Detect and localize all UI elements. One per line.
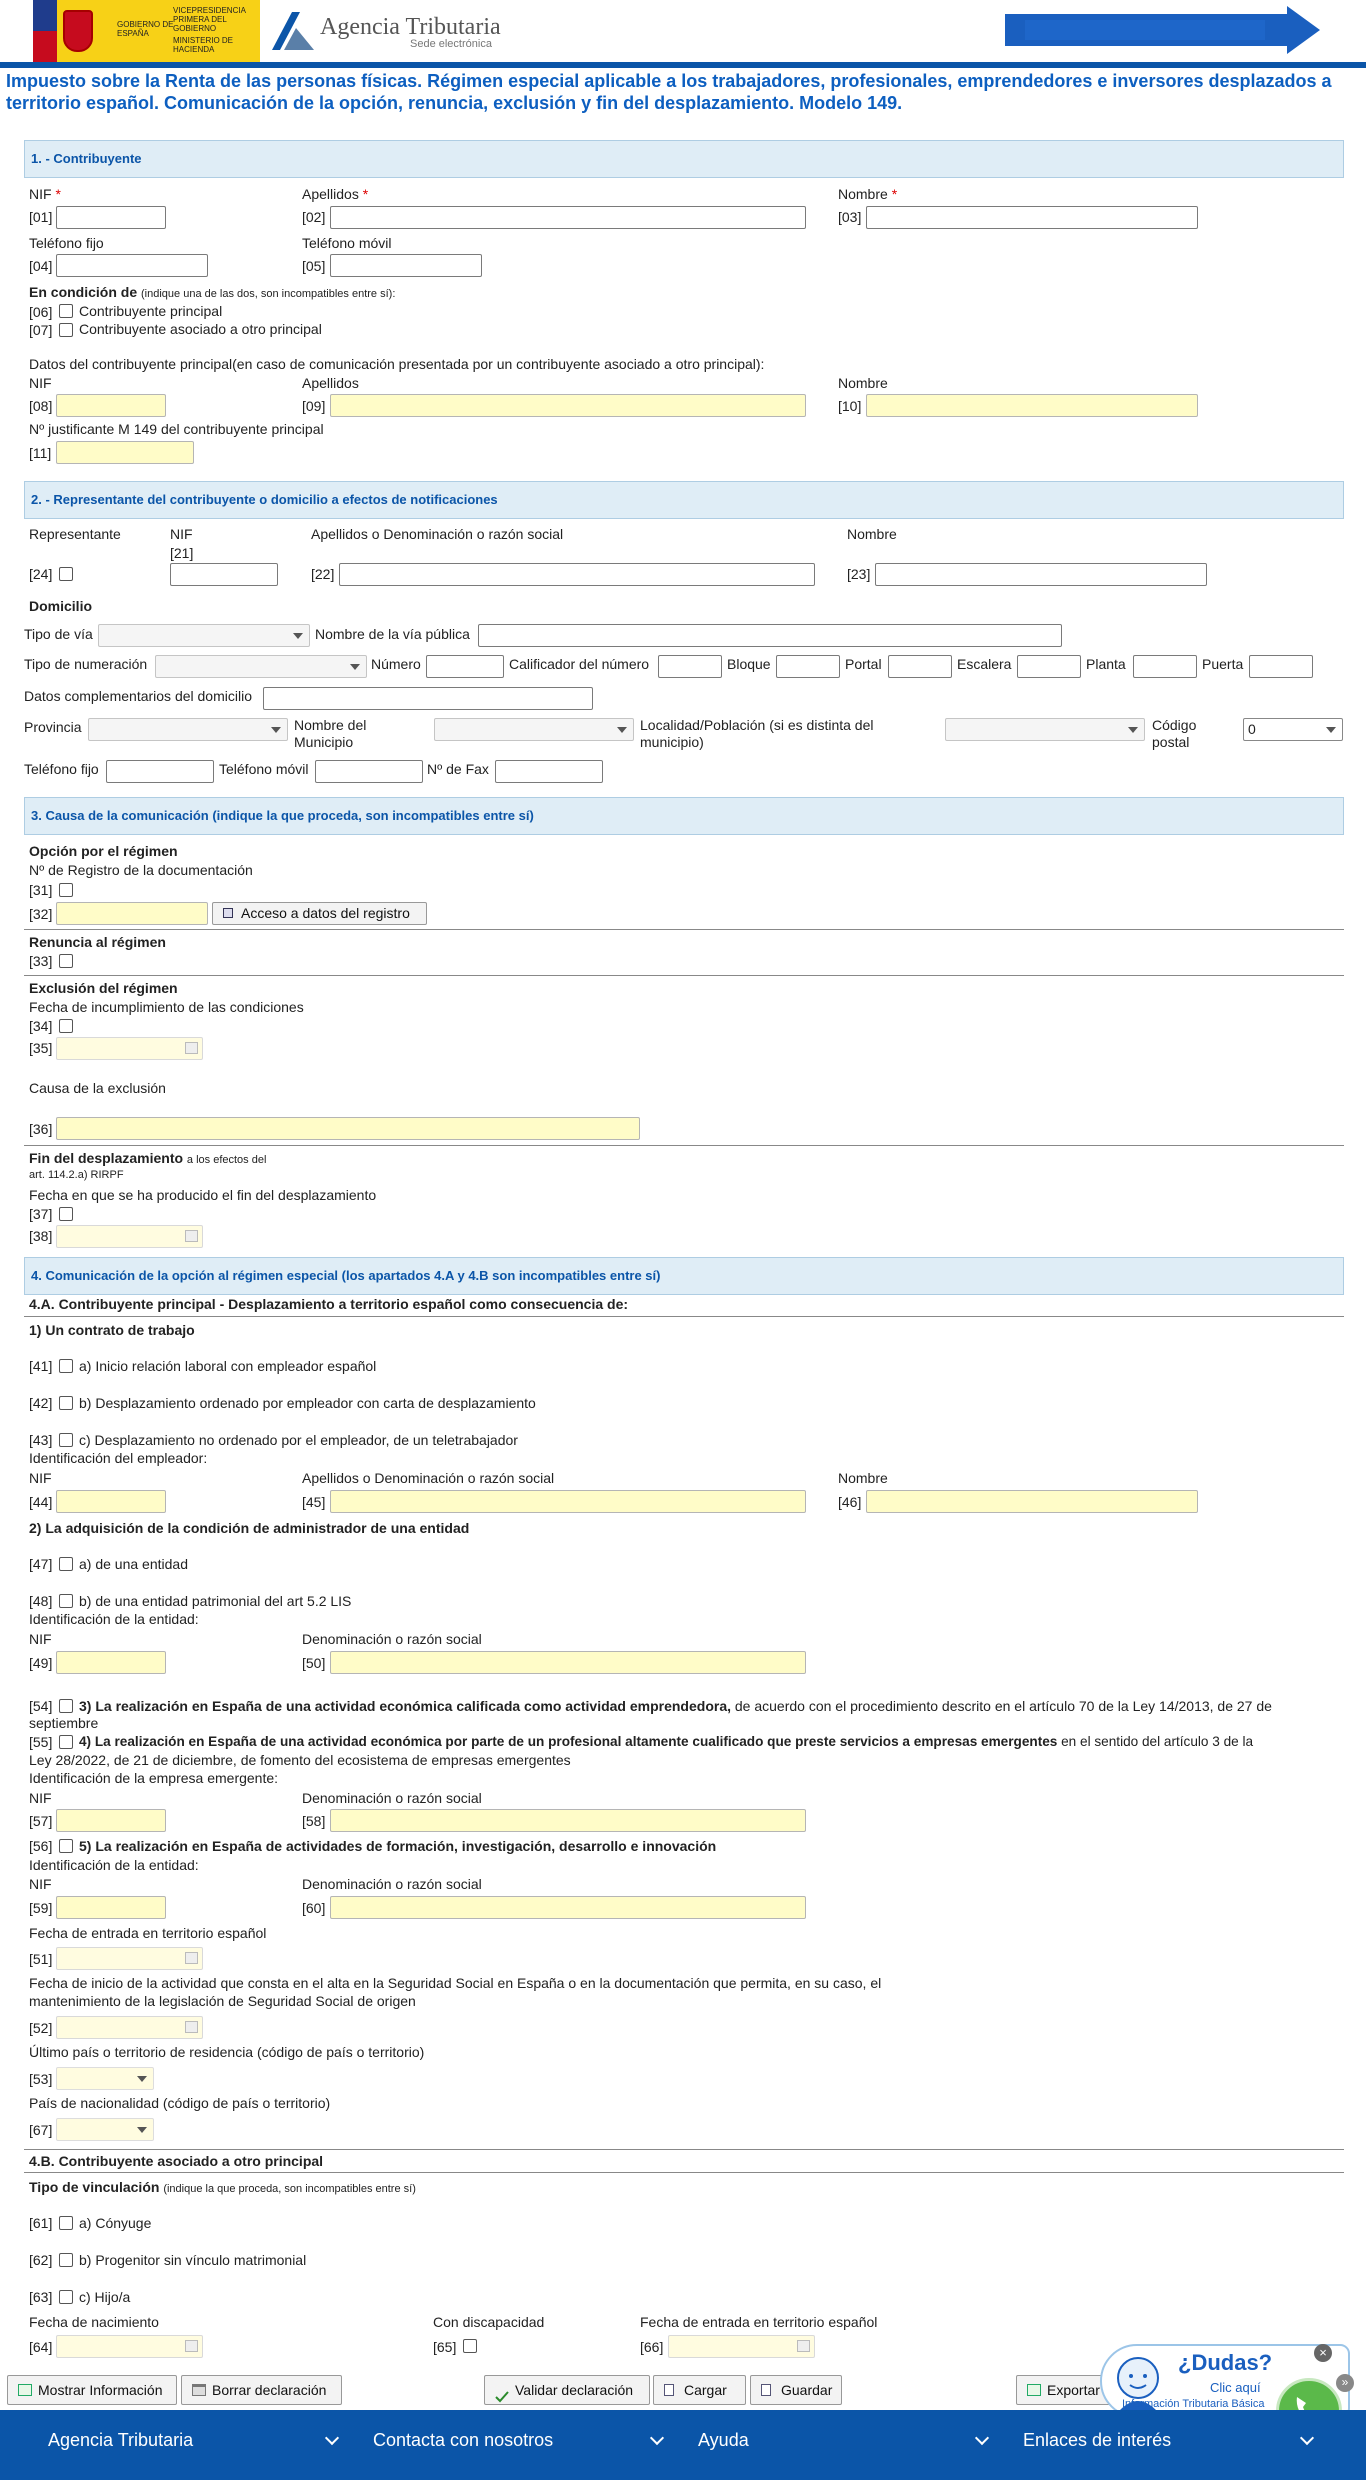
exportar-button[interactable]: Exportar [1016, 2375, 1136, 2405]
emprendedora-checkbox[interactable] [59, 1699, 73, 1713]
divider [24, 1145, 1344, 1146]
calendar-icon[interactable] [185, 1042, 198, 1054]
code-51: [51] [29, 1951, 53, 1967]
code-03: [03] [838, 209, 862, 225]
code-53: [53] [29, 2071, 53, 2087]
code-37: [37] [29, 1206, 53, 1222]
code-48: [48] [29, 1593, 53, 1609]
code-09: [09] [302, 398, 326, 414]
causa-field[interactable] [56, 1117, 640, 1140]
conyuge-checkbox[interactable] [59, 2216, 73, 2230]
calificador-label: Calificador del número [509, 656, 650, 672]
nombre-via-field[interactable] [478, 624, 1062, 647]
principal-data-label: Datos del contribuyente principal(en caso de comunicación presentada por un contribuyente asociado a otro principal): [29, 356, 765, 372]
tipo-numeracion-select[interactable] [155, 655, 367, 678]
nif-entidad-label: NIF [29, 1631, 52, 1647]
code-65: [65] [433, 2339, 457, 2355]
nombre-rep-label: Nombre [847, 526, 897, 542]
code-46: [46] [838, 1494, 862, 1510]
emprendedora-label: 3) La realización en España de una actividad económica calificada como actividad emprendedora, de acuerdo con el procedimiento descrito en el artículo 70 de la Ley 14/2013, de 27 de [79, 1698, 1272, 1714]
nif-idi-label: NIF [29, 1876, 52, 1892]
info-window-icon [18, 2384, 32, 2396]
aeat-logo-icon[interactable] [270, 8, 316, 52]
section-2-header: 2. - Representante del contribuyente o domicilio a efectos de notificaciones [24, 481, 1344, 519]
apellidos-field[interactable] [330, 206, 806, 229]
fin-note-label: art. 114.2.a) RIRPF [29, 1169, 124, 1181]
apellidos-principal-label: Apellidos [302, 375, 359, 391]
code-08: [08] [29, 398, 53, 414]
code-54: [54] [29, 1698, 53, 1714]
desplazamiento-ordenado-checkbox[interactable] [59, 1396, 73, 1410]
chevron-down-icon[interactable] [975, 2431, 989, 2445]
nif-principal-field[interactable] [56, 394, 166, 417]
numero-label: Número [371, 656, 421, 672]
nif-rep-label: NIF [170, 526, 193, 542]
nombre-empleador-field[interactable] [866, 1490, 1198, 1513]
fax-label: Nº de Fax [427, 761, 489, 777]
representante-label: Representante [29, 526, 121, 542]
tipo-numeracion-label: Tipo de numeración [24, 656, 148, 672]
opcion-checkbox[interactable] [59, 883, 73, 897]
calificador-field[interactable] [658, 655, 722, 678]
nif-emergente-label: NIF [29, 1790, 52, 1806]
check-icon [495, 2384, 509, 2396]
provincia-label: Provincia [24, 719, 82, 735]
calendar-icon[interactable] [185, 1952, 198, 1964]
progenitor-checkbox[interactable] [59, 2253, 73, 2267]
discapacidad-label: Con discapacidad [433, 2314, 545, 2330]
header-divider [0, 62, 1366, 68]
contribuyente-principal-label: Contribuyente principal [79, 303, 223, 319]
divider [24, 1316, 1344, 1317]
tel-fijo-dom-label: Teléfono fijo [24, 761, 99, 777]
mostrar-informacion-button[interactable]: Mostrar Información [7, 2375, 177, 2405]
code-07: [07] [29, 322, 53, 338]
codigo-postal-select[interactable]: 0 [1243, 718, 1343, 741]
tipo-via-select[interactable] [98, 624, 310, 647]
footer-agencia[interactable]: Agencia Tributaria [48, 2430, 194, 2450]
borrar-declaracion-button[interactable]: Borrar declaración [181, 2375, 342, 2405]
code-32: [32] [29, 906, 53, 922]
divider [24, 2172, 1344, 2173]
code-11: [11] [29, 445, 52, 461]
code-31: [31] [29, 882, 53, 898]
eu-flag-icon [33, 0, 57, 62]
code-64: [64] [29, 2339, 53, 2355]
agency-subtitle: Sede electrónica [410, 38, 492, 50]
denominacion-entidad-label: Denominación o razón social [302, 1631, 482, 1647]
code-35: [35] [29, 1040, 53, 1056]
code-47: [47] [29, 1556, 53, 1572]
code-45: [45] [302, 1494, 326, 1510]
denominacion-emergente-field[interactable] [330, 1809, 806, 1832]
hijo-checkbox[interactable] [59, 2290, 73, 2304]
code-67: [67] [29, 2122, 53, 2138]
code-59: [59] [29, 1900, 53, 1916]
nombre-label: Nombre * [838, 186, 898, 202]
hijo-label: c) Hijo/a [79, 2289, 131, 2305]
cualificado-checkbox[interactable] [59, 1735, 73, 1749]
nacionalidad-select[interactable] [56, 2118, 154, 2141]
section-1-header: 1. - Contribuyente [24, 140, 1344, 178]
code-06: [06] [29, 304, 53, 320]
vinculacion-label: Tipo de vinculación (indique la que proceda, son incompatibles entre sí) [29, 2179, 416, 2195]
nif-entidad-field[interactable] [56, 1651, 166, 1674]
vicepresidencia-label: VICEPRESIDENCIA PRIMERA DEL GOBIERNO [173, 6, 246, 33]
justificante-label: Nº justificante M 149 del contribuyente principal [29, 421, 324, 437]
conyuge-label: a) Cónyuge [79, 2215, 152, 2231]
nombre-principal-field[interactable] [866, 394, 1198, 417]
code-52: [52] [29, 2020, 53, 2036]
divider [24, 2149, 1344, 2150]
puerta-field[interactable] [1249, 655, 1313, 678]
code-23: [23] [847, 566, 871, 582]
code-02: [02] [302, 209, 326, 225]
calendar-icon[interactable] [185, 1230, 198, 1242]
localidad-label: Localidad/Población (si es distinta del municipio) [640, 717, 874, 750]
external-link-icon [223, 908, 233, 918]
code-63: [63] [29, 2289, 53, 2305]
code-44: [44] [29, 1494, 53, 1510]
cualificado-label: 4) La realización en España de una actividad económica por parte de un profesional altamente cualificado que preste servicios a empresas emergentes en el sentido del artículo 3 de la [79, 1734, 1254, 1749]
chevron-down-icon[interactable] [650, 2431, 664, 2445]
desplazamiento-ordenado-label: b) Desplazamiento ordenado por empleador con carta de desplazamiento [79, 1395, 536, 1411]
section-3-header: 3. Causa de la comunicación (indique la que proceda, son incompatibles entre sí) [24, 797, 1344, 835]
portal-label: Portal [845, 656, 882, 672]
footer-enlaces[interactable]: Enlaces de interés [1023, 2430, 1172, 2450]
nif-empleador-field[interactable] [56, 1490, 166, 1513]
code-10: [10] [838, 398, 862, 414]
code-62: [62] [29, 2252, 53, 2268]
cualificado-label-cont: Ley 28/2022, de 21 de diciembre, de fomento del ecosistema de empresas emergentes [29, 1752, 571, 1768]
gov-label: GOBIERNO DE ESPAÑA [117, 20, 174, 38]
codigo-postal-label: Código postal [1152, 717, 1197, 750]
fecha-incumplimiento-field[interactable] [56, 1037, 203, 1060]
ministerio-label: MINISTERIO DE HACIENDA [173, 36, 234, 54]
ultimo-pais-select[interactable] [56, 2067, 154, 2090]
file-save-icon [761, 2384, 771, 2396]
nombre-via-label: Nombre de la vía pública [315, 626, 470, 642]
fecha-inicio-label-cont: mantenimiento de la legislación de Seguridad Social de origen [29, 1993, 416, 2009]
domicilio-label: Domicilio [29, 598, 93, 614]
site-header [0, 0, 1366, 62]
tipo-via-label: Tipo de vía [24, 626, 93, 642]
fecha-entrada-field[interactable] [56, 1947, 203, 1970]
code-55: [55] [29, 1734, 53, 1750]
denominacion-idi-label: Denominación o razón social [302, 1876, 482, 1892]
id-entidad-label: Identificación de la entidad: [29, 1611, 199, 1627]
nif-empleador-label: NIF [29, 1470, 52, 1486]
justificante-field[interactable] [56, 441, 194, 464]
contrato-label: 1) Un contrato de trabajo [29, 1322, 195, 1338]
contribuyente-asociado-label: Contribuyente asociado a otro principal [79, 321, 322, 337]
code-61: [61] [29, 2215, 53, 2231]
dudas-title: ¿Dudas? [1178, 2350, 1273, 2375]
escalera-label: Escalera [957, 656, 1012, 672]
numero-field[interactable] [426, 655, 504, 678]
denominacion-emergente-label: Denominación o razón social [302, 1790, 482, 1806]
fecha-entrada-asociado-label: Fecha de entrada en territorio español [640, 2314, 878, 2330]
fecha-fin-field[interactable] [56, 1225, 203, 1248]
teletrabajador-label: c) Desplazamiento no ordenado por el empleador, de un teletrabajador [79, 1432, 518, 1448]
bloque-field[interactable] [776, 655, 840, 678]
nif-field[interactable] [56, 206, 166, 229]
code-66: [66] [640, 2339, 664, 2355]
fecha-inicio-label: Fecha de inicio de la actividad que consta en el alta en la Seguridad Social en España o en la documentación que permita, en su caso, el [29, 1975, 882, 1991]
info-tributaria-label: Información Tributaria Básica [1122, 2398, 1265, 2410]
tel-fijo-label: Teléfono fijo [29, 235, 104, 251]
footer-contacta[interactable]: Contacta con nosotros [373, 2430, 554, 2450]
municipio-select[interactable] [434, 718, 634, 741]
planta-label: Planta [1086, 656, 1126, 672]
tel-movil-label: Teléfono móvil [302, 235, 392, 251]
adquisicion-label: 2) La adquisición de la condición de administrador de una entidad [29, 1520, 470, 1536]
clic-aqui-link[interactable]: Clic aquí [1210, 2380, 1261, 2395]
calendar-icon[interactable] [797, 2340, 810, 2352]
code-36: [36] [29, 1121, 53, 1137]
fecha-incumplimiento-label: Fecha de incumplimiento de las condiciones [29, 999, 304, 1015]
fecha-inicio-field[interactable] [56, 2016, 203, 2039]
puerta-label: Puerta [1202, 656, 1244, 672]
fecha-nacimiento-label: Fecha de nacimiento [29, 2314, 159, 2330]
tel-fijo-dom-field[interactable] [106, 760, 214, 783]
file-load-icon [664, 2384, 674, 2396]
section-4b-title: 4.B. Contribuyente asociado a otro principal [29, 2153, 324, 2169]
code-24: [24] [29, 566, 53, 582]
exclusion-checkbox[interactable] [59, 1019, 73, 1033]
code-04: [04] [29, 258, 53, 274]
code-57: [57] [29, 1813, 53, 1829]
denominacion-idi-field[interactable] [330, 1896, 806, 1919]
entidad-checkbox[interactable] [59, 1557, 73, 1571]
tel-fijo-field[interactable] [56, 254, 208, 277]
header-arrow-banner [1005, 6, 1320, 54]
contribuyente-principal-checkbox[interactable] [59, 304, 73, 318]
code-56: [56] [29, 1838, 53, 1854]
code-22: [22] [311, 566, 335, 582]
code-50: [50] [302, 1655, 326, 1671]
code-43: [43] [29, 1432, 53, 1448]
idi-checkbox[interactable] [59, 1839, 73, 1853]
fecha-entrada-label: Fecha de entrada en territorio español [29, 1925, 267, 1941]
trash-icon [192, 2384, 206, 2396]
provincia-select[interactable] [88, 718, 288, 741]
municipio-label: Nombre del Municipio [294, 717, 367, 750]
code-60: [60] [302, 1900, 326, 1916]
divider [24, 975, 1344, 976]
id-empleador-label: Identificación del empleador: [29, 1450, 208, 1466]
code-33: [33] [29, 953, 53, 969]
nombre-field[interactable] [866, 206, 1198, 229]
id-emergente-label: Identificación de la empresa emergente: [29, 1770, 279, 1786]
bloque-label: Bloque [727, 656, 771, 672]
fin-label: Fin del desplazamiento a los efectos del [29, 1150, 267, 1166]
progenitor-label: b) Progenitor sin vínculo matrimonial [79, 2252, 307, 2268]
cargar-button[interactable]: Cargar [653, 2375, 746, 2405]
nif-label: NIF * [29, 186, 61, 202]
ultimo-pais-label: Último país o territorio de residencia (código de país o territorio) [29, 2044, 425, 2060]
calendar-icon[interactable] [185, 2340, 198, 2352]
apellidos-empleador-label: Apellidos o Denominación o razón social [302, 1470, 555, 1486]
apellidos-empleador-field[interactable] [330, 1490, 806, 1513]
nif-rep-field[interactable] [170, 563, 278, 586]
fecha-nacimiento-field[interactable] [56, 2335, 203, 2358]
complementarios-field[interactable] [263, 687, 593, 710]
fecha-entrada-asociado-field[interactable] [668, 2335, 815, 2358]
chevron-down-icon[interactable] [1300, 2431, 1314, 2445]
inicio-relacion-checkbox[interactable] [59, 1359, 73, 1373]
site-footer [0, 2410, 1366, 2480]
renuncia-label: Renuncia al régimen [29, 934, 166, 950]
representante-checkbox[interactable] [59, 567, 73, 581]
apellidos-principal-field[interactable] [330, 394, 806, 417]
expand-icon[interactable]: » [1336, 2374, 1354, 2392]
registro-field[interactable] [56, 902, 208, 925]
emprendedora-label-cont: septiembre [29, 1715, 99, 1731]
code-49: [49] [29, 1655, 53, 1671]
agency-name[interactable]: Agencia Tributaria [320, 14, 501, 40]
id-entidad-idi-label: Identificación de la entidad: [29, 1857, 199, 1873]
chevron-down-icon[interactable] [325, 2431, 339, 2445]
nombre-rep-field[interactable] [875, 563, 1207, 586]
tel-movil-dom-label: Teléfono móvil [219, 761, 309, 777]
code-38: [38] [29, 1228, 53, 1244]
tel-movil-dom-field[interactable] [315, 760, 423, 783]
code-42: [42] [29, 1395, 53, 1411]
code-05: [05] [302, 258, 326, 274]
entidad-patrimonial-label: b) de una entidad patrimonial del art 5.2 LIS [79, 1593, 352, 1609]
registro-label: Nº de Registro de la documentación [29, 862, 253, 878]
footer-ayuda[interactable]: Ayuda [698, 2430, 749, 2450]
discapacidad-checkbox[interactable] [463, 2339, 477, 2353]
code-21: [21] [170, 545, 194, 561]
apellidos-label: Apellidos * [302, 186, 369, 202]
calendar-icon[interactable] [185, 2021, 198, 2033]
escalera-field[interactable] [1017, 655, 1081, 678]
planta-field[interactable] [1133, 655, 1197, 678]
nif-emergente-field[interactable] [56, 1809, 166, 1832]
code-58: [58] [302, 1813, 326, 1829]
section-4-header: 4. Comunicación de la opción al régimen especial (los apartados 4.A y 4.B son incompatibles entre sí) [24, 1257, 1344, 1295]
exclusion-label: Exclusión del régimen [29, 980, 178, 996]
opcion-label: Opción por el régimen [29, 843, 178, 859]
portal-field[interactable] [888, 655, 952, 678]
code-01: [01] [29, 209, 53, 225]
fecha-fin-label: Fecha en que se ha producido el fin del desplazamiento [29, 1187, 377, 1203]
entidad-patrimonial-checkbox[interactable] [59, 1594, 73, 1608]
denominacion-entidad-field[interactable] [330, 1651, 806, 1674]
acceso-registro-button[interactable]: Acceso a datos del registro [212, 902, 427, 925]
page-title: Impuesto sobre la Renta de las personas físicas. Régimen especial aplicable a los trabajadores, profesionales, emprendedores e inversores desplazados a territorio español. Comunicación de la opción, renuncia, exclusión y fin del desplazamiento. Modelo 149. [6, 71, 1332, 113]
close-icon[interactable]: × [1314, 2344, 1332, 2362]
nombre-empleador-label: Nombre [838, 1470, 888, 1486]
nif-idi-field[interactable] [56, 1896, 166, 1919]
divider [24, 929, 1344, 930]
fin-checkbox[interactable] [59, 1207, 73, 1221]
contribuyente-asociado-checkbox[interactable] [59, 323, 73, 337]
validar-declaracion-button[interactable]: Validar declaración [484, 2375, 650, 2405]
fax-field[interactable] [495, 760, 603, 783]
nif-principal-label: NIF [29, 375, 52, 391]
teletrabajador-checkbox[interactable] [59, 1433, 73, 1447]
apellidos-rep-field[interactable] [339, 563, 815, 586]
code-34: [34] [29, 1018, 53, 1034]
export-icon [1027, 2384, 1041, 2396]
nombre-principal-label: Nombre [838, 375, 888, 391]
gobierno-logo[interactable] [33, 0, 260, 62]
condicion-label: En condición de (indique una de las dos, son incompatibles entre sí): [29, 284, 396, 300]
renuncia-checkbox[interactable] [59, 954, 73, 968]
guardar-button[interactable]: Guardar [750, 2375, 842, 2405]
section-4a-title: 4.A. Contribuyente principal - Desplazamiento a territorio español como consecuencia de: [29, 1296, 629, 1312]
inicio-relacion-label: a) Inicio relación laboral con empleador español [79, 1358, 377, 1374]
tel-movil-field[interactable] [330, 254, 482, 277]
idi-label: 5) La realización en España de actividades de formación, investigación, desarrollo e innovación [79, 1838, 717, 1854]
complementarios-label: Datos complementarios del domicilio [24, 688, 252, 704]
coat-of-arms-icon [63, 10, 93, 52]
code-41: [41] [29, 1358, 53, 1374]
causa-label: Causa de la exclusión [29, 1080, 166, 1096]
entidad-label: a) de una entidad [79, 1556, 188, 1572]
localidad-select[interactable] [945, 718, 1145, 741]
apellidos-rep-label: Apellidos o Denominación o razón social [311, 526, 564, 542]
nacionalidad-label: País de nacionalidad (código de país o territorio) [29, 2095, 331, 2111]
